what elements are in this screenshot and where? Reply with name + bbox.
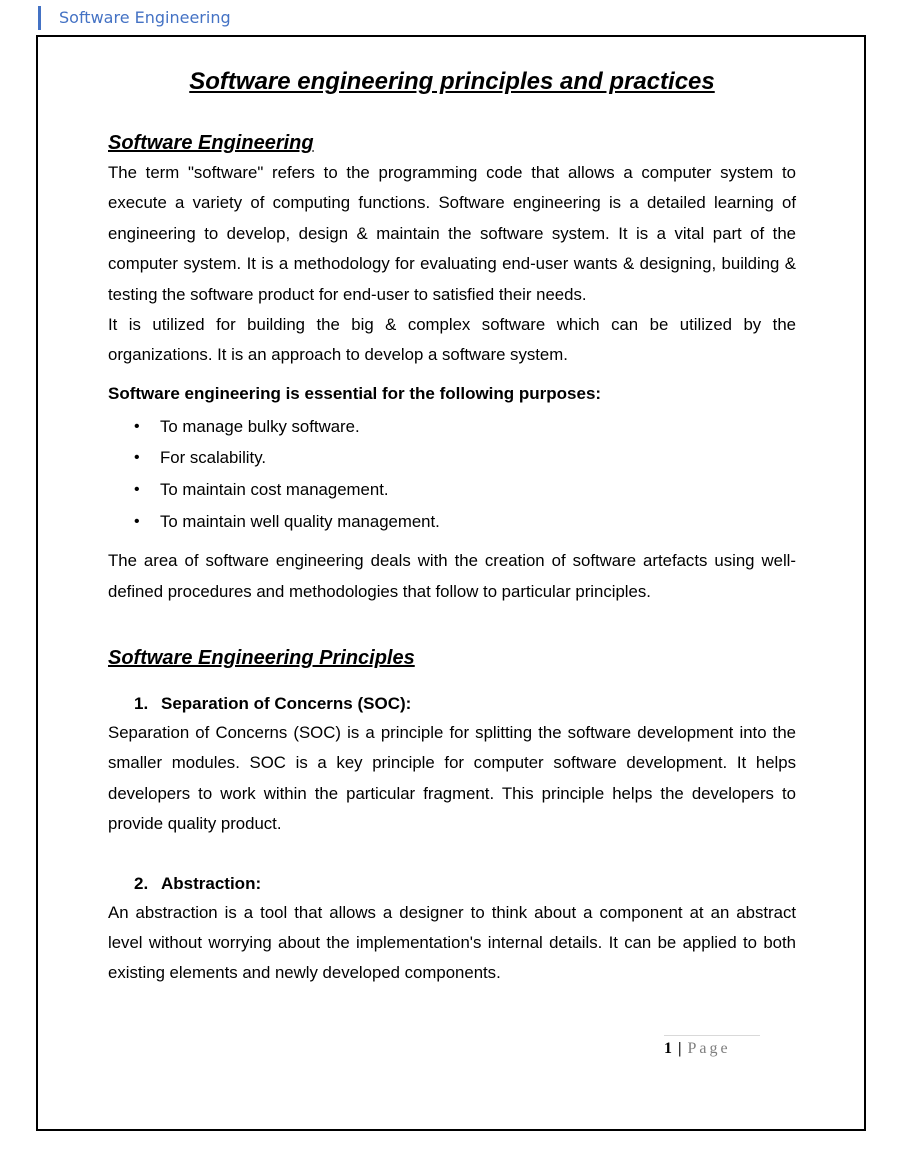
bullet-icon: • bbox=[134, 449, 140, 467]
bullet-icon: • bbox=[134, 481, 140, 499]
paragraph-utilization: It is utilized for building the big & complex software which can be utilized by the organizations. It is an approach to develop a software system. bbox=[108, 315, 796, 365]
purposes-list bbox=[108, 411, 796, 537]
footer-separator: | bbox=[678, 1040, 682, 1057]
running-header bbox=[38, 6, 231, 30]
list-item-text: To maintain well quality management. bbox=[160, 511, 440, 531]
list-item bbox=[108, 474, 796, 506]
section-heading-principles: Software Engineering Principles bbox=[108, 647, 415, 670]
page-frame bbox=[36, 35, 866, 1131]
paragraph-abstraction: An abstraction is a tool that allows a designer to think about a component at an abstract level without worrying about the implementation's internal details. It can be applied to both existing elements and newly developed components. bbox=[108, 902, 796, 983]
paragraph-definition: The term "software" refers to the programming code that allows a computer system to execute a variety of computing functions. Software engineering is a detailed learning of engineering to develop, design & maintain the software system. It is a vital part of the computer system. It is a methodology for evaluating end-user wants & designing, building & testing the software product for end-user to satisfied their needs. bbox=[108, 163, 796, 304]
list-item-text: For scalability. bbox=[160, 448, 266, 468]
principle-number: 1. bbox=[134, 694, 149, 714]
list-item bbox=[108, 411, 796, 443]
principle-title: Separation of Concerns (SOC): bbox=[161, 694, 412, 714]
principle-heading-abstraction bbox=[108, 870, 796, 898]
page-footer bbox=[664, 1035, 760, 1058]
page-content bbox=[108, 65, 796, 989]
list-item-text: To maintain cost management. bbox=[160, 480, 389, 500]
section-heading-software-engineering: Software Engineering bbox=[108, 132, 314, 154]
page-label: Page bbox=[687, 1040, 731, 1057]
principle-title: Abstraction: bbox=[161, 873, 262, 893]
list-item-text: To manage bulky software. bbox=[160, 416, 360, 436]
document-title: Software engineering principles and practices bbox=[189, 68, 715, 95]
bullet-icon: • bbox=[134, 512, 140, 530]
page-number: 1 bbox=[664, 1040, 672, 1057]
paragraph-artefacts: The area of software engineering deals with the creation of software artefacts using well-defined procedures and methodologies that follow to particular principles. bbox=[108, 551, 796, 601]
running-header-title: Software Engineering bbox=[59, 8, 231, 27]
list-item bbox=[108, 506, 796, 538]
paragraph-soc: Separation of Concerns (SOC) is a principle for splitting the software development into the smaller modules. SOC is a key principle for computer software development. It helps developers to work within the particular fragment. This principle helps the developers to provide quality product. bbox=[108, 723, 796, 834]
principle-number: 2. bbox=[134, 873, 149, 893]
principle-heading-soc bbox=[108, 690, 796, 718]
bullet-icon: • bbox=[134, 417, 140, 435]
purposes-heading: Software engineering is essential for the following purposes: bbox=[108, 383, 602, 403]
list-item bbox=[108, 442, 796, 474]
